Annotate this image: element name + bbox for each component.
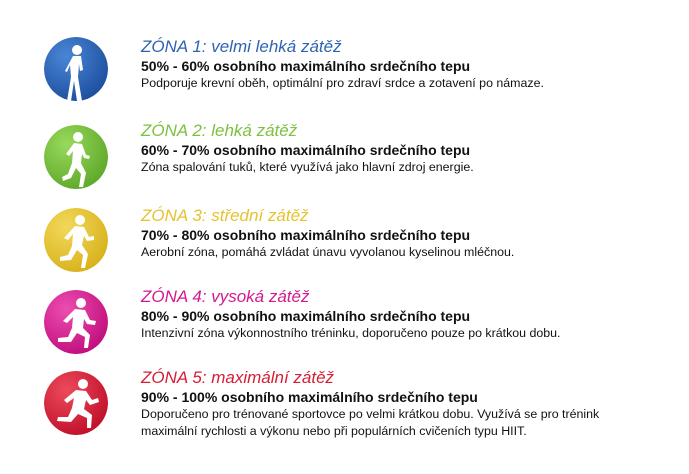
walking-person-icon: [44, 37, 108, 101]
zone-4-text: [141, 287, 681, 342]
zone-range: 90% - 100% osobního maximálního srdečního tepu: [141, 389, 478, 405]
zone-range: 80% - 90% osobního maximálního srdečního tepu: [141, 308, 471, 324]
zone-5-text: [141, 368, 681, 440]
zone-1-text: [141, 37, 681, 92]
zone-title: ZÓNA 3: střední zátěž: [141, 206, 309, 225]
zone-title: ZÓNA 1: velmi lehká zátěž: [141, 37, 342, 56]
zone-description: Podporuje krevní oběh, optimální pro zdraví srdce a zotavení po námaze.: [141, 76, 544, 90]
jogging-person-icon: [44, 125, 108, 189]
zone-3-text: [141, 206, 681, 261]
zone-range: 60% - 70% osobního maximálního srdečního tepu: [141, 142, 471, 158]
zone-range: 70% - 80% osobního maximálního srdečního tepu: [141, 227, 471, 243]
zone-description: Intenzivní zóna výkonnostního tréninku, doporučeno pouze po krátkou dobu.: [141, 326, 561, 340]
zone-2-text: [141, 121, 681, 176]
running-fast-person-icon: [44, 290, 108, 354]
zone-description: Doporučeno pro trénované sportovce po velmi krátkou dobu. Využívá se pro trénink maximální rychlosti a výkonu nebo při populárních cvičeních typu HIIT.: [141, 407, 600, 438]
zone-range: 50% - 60% osobního maximálního srdečního tepu: [141, 58, 471, 74]
zone-title: ZÓNA 5: maximální zátěž: [141, 368, 335, 387]
zone-title: ZÓNA 2: lehká zátěž: [141, 121, 298, 140]
zone-description: Zóna spalování tuků, které využívá jako hlavní zdroj energie.: [141, 160, 474, 174]
zone-description: Aerobní zóna, pomáhá zvládat únavu vyvolanou kyselinou mléčnou.: [141, 245, 515, 259]
running-person-icon: [44, 208, 108, 272]
zone-title: ZÓNA 4: vysoká zátěž: [141, 287, 310, 306]
sprinting-person-icon: [44, 371, 108, 435]
